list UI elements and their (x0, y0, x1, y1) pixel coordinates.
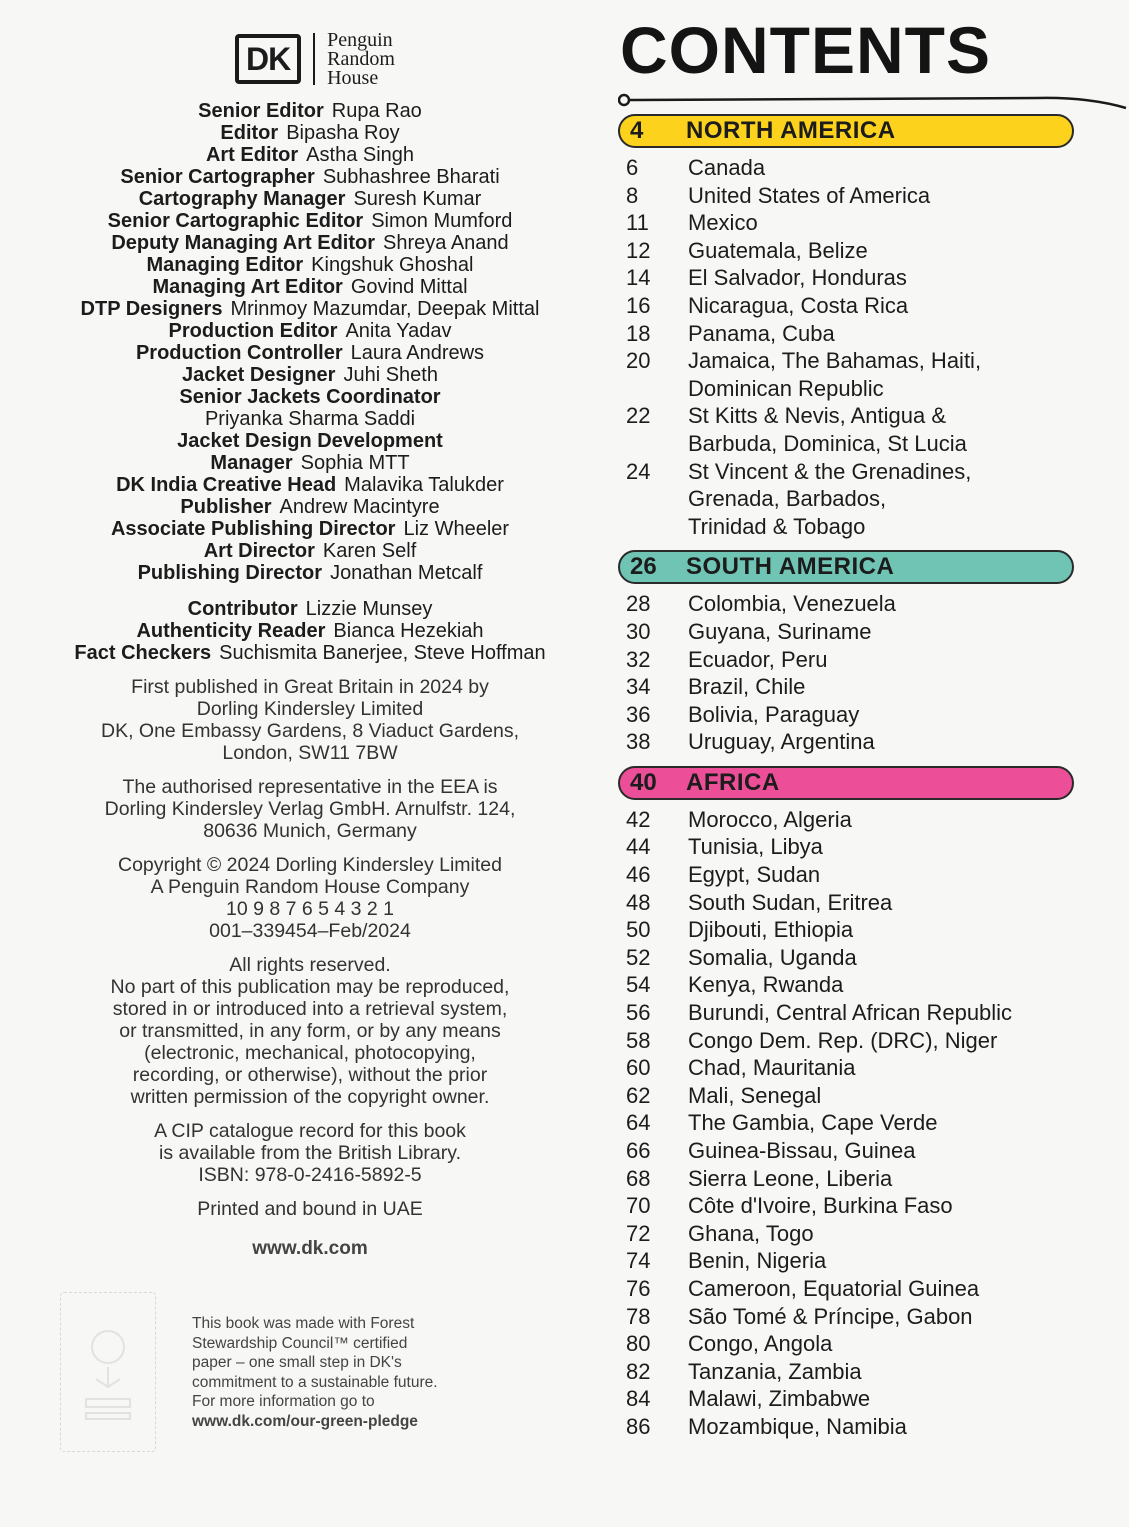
fsc-line: For more information go to (192, 1393, 375, 1410)
section-entries (618, 154, 1118, 540)
credit-line (40, 518, 580, 540)
credit-line (40, 232, 580, 254)
toc-entry[interactable] (618, 264, 1118, 292)
entry-page-number: 72 (626, 1220, 651, 1246)
credit-line (40, 408, 580, 430)
entry-page-number: 28 (626, 591, 651, 617)
credit-line (40, 210, 580, 232)
contents-column (618, 14, 1118, 1451)
credit-role: Senior Cartographic Editor (107, 210, 364, 232)
entry-page-number: 20 (626, 348, 651, 374)
entry-title: Djibouti, Ethiopia (688, 917, 854, 943)
entry-page-number: 38 (626, 729, 651, 755)
entry-title: Tanzania, Zambia (688, 1358, 862, 1384)
entry-title: Uruguay, Argentina (688, 729, 875, 755)
credit-role: DTP Designers (80, 298, 223, 320)
entry-title: Guinea-Bissau, Guinea (688, 1138, 916, 1163)
imprint-blocks (40, 676, 580, 1220)
imprint-line: DK, One Embassy Gardens, 8 Viaduct Gardens, (100, 720, 519, 742)
entry-page-number: 82 (626, 1358, 651, 1384)
entry-page-number: 56 (626, 1000, 651, 1026)
entry-page-number: 12 (626, 237, 651, 263)
toc-entry[interactable] (618, 618, 1118, 646)
toc-entry[interactable] (618, 458, 1118, 541)
credit-role: Deputy Managing Art Editor (111, 232, 376, 254)
toc-entry[interactable] (618, 292, 1118, 320)
credit-role: Contributor (187, 598, 298, 620)
toc-entry[interactable] (618, 1082, 1118, 1110)
imprint-line: 001–339454–Feb/2024 (209, 920, 411, 942)
entry-page-number: 34 (626, 674, 651, 700)
credit-role: Fact Checkers (74, 642, 212, 664)
entry-title: Ghana, Togo (688, 1220, 814, 1246)
entry-title: Cameroon, Equatorial Guinea (688, 1275, 980, 1301)
logo-divider (313, 33, 315, 85)
entry-page-number: 66 (626, 1138, 651, 1163)
toc-entry[interactable] (618, 1165, 1118, 1193)
entry-title: Guatemala, Belize (688, 237, 868, 263)
entry-title: Ecuador, Peru (688, 646, 828, 672)
imprint-line: written permission of the copyright owner. (130, 1086, 490, 1108)
entry-title: Congo, Angola (688, 1331, 833, 1357)
imprint-line: A Penguin Random House Company (150, 876, 470, 898)
credit-role: Art Editor (205, 144, 299, 166)
entry-title: Mali, Senegal (688, 1082, 822, 1108)
section-entries (618, 806, 1118, 1441)
credit-line (40, 166, 580, 188)
credit-role: Art Director (203, 540, 315, 562)
credit-name: Karen Self (322, 540, 417, 562)
credit-line (40, 144, 580, 166)
fsc-line: Stewardship Council™ certified (192, 1334, 408, 1352)
toc-entry[interactable] (618, 673, 1118, 701)
imprint-line: stored in or introduced into a retrieval system, (112, 998, 508, 1020)
credit-name: Rupa Rao (331, 100, 422, 122)
entry-page-number: 60 (626, 1055, 651, 1081)
credit-role: Senior Editor (198, 100, 324, 122)
credit-line (40, 298, 580, 320)
fsc-text (192, 1314, 512, 1431)
toc-entry[interactable] (618, 1109, 1118, 1137)
entry-page-number: 86 (626, 1413, 651, 1439)
entry-page-number: 80 (626, 1331, 651, 1357)
imprint-line: Random (327, 47, 395, 70)
credit-role: Editor (220, 122, 279, 144)
credit-name: Subhashree Bharati (322, 166, 500, 188)
entry-title: São Tomé & Príncipe, Gabon (688, 1303, 973, 1329)
toc-entry[interactable] (618, 590, 1118, 618)
entry-title: Mexico (688, 210, 758, 236)
entry-title: Sierra Leone, Liberia (688, 1165, 893, 1191)
credit-role: Senior Cartographer (120, 166, 315, 188)
credit-line (40, 474, 580, 496)
publisher-logo (50, 28, 580, 90)
credit-name: Mrinmoy Mazumdar, Deepak Mittal (230, 298, 540, 320)
imprint-paragraph (40, 676, 580, 764)
toc-entry[interactable] (618, 1054, 1118, 1082)
toc-entry[interactable] (618, 1358, 1118, 1386)
credit-role: Publishing Director (137, 562, 323, 584)
toc-entry[interactable] (618, 833, 1118, 861)
credit-line (40, 562, 580, 584)
toc-entry[interactable] (618, 1192, 1118, 1220)
imprint-line: London, SW11 7BW (222, 742, 398, 764)
credit-line (40, 254, 580, 276)
entry-title: St Kitts & Nevis, Antigua & Barbuda, Dominica, St Lucia (688, 403, 967, 456)
entry-title: Panama, Cuba (688, 320, 835, 346)
section-header[interactable] (618, 550, 1074, 584)
imprint-line: House (327, 66, 379, 89)
credit-line (40, 342, 580, 364)
entry-page-number: 32 (626, 646, 651, 672)
entry-title: Canada (688, 155, 766, 180)
fsc-line: This book was made with Forest (192, 1315, 415, 1332)
entry-page-number: 76 (626, 1275, 651, 1301)
entry-title: Bolivia, Paraguay (688, 701, 860, 727)
entry-title: Côte d'Ivoire, Burkina Faso (688, 1193, 953, 1219)
imprint-paragraph (40, 776, 580, 842)
toc-entry[interactable] (618, 971, 1118, 999)
section-page-number: 26 (630, 553, 657, 581)
credit-line (40, 364, 580, 386)
entry-title: St Vincent & the Grenadines, Grenada, Barbados, Trinidad & Tobago (688, 458, 972, 539)
entry-title: Nicaragua, Costa Rica (688, 292, 909, 318)
imprint-paragraph (40, 1198, 580, 1220)
credit-line (40, 320, 580, 342)
credit-role: Authenticity Reader (136, 620, 326, 642)
toc-entry[interactable] (618, 154, 1118, 182)
entry-title: The Gambia, Cape Verde (688, 1110, 938, 1136)
imprint-line: Penguin (327, 28, 393, 51)
entry-page-number: 68 (626, 1165, 651, 1191)
entry-page-number: 54 (626, 972, 651, 998)
credit-name: Suresh Kumar (353, 188, 482, 210)
toc-entry[interactable] (618, 1027, 1118, 1055)
toc-entry[interactable] (618, 1413, 1118, 1441)
entry-title: Mozambique, Namibia (688, 1413, 907, 1439)
credit-name: Laura Andrews (350, 342, 485, 364)
entry-page-number: 18 (626, 320, 651, 346)
website-link[interactable]: www.dk.com (252, 1238, 368, 1259)
credit-role: Jacket Designer (182, 364, 336, 386)
entry-title: Colombia, Venezuela (688, 591, 896, 617)
imprint-line: is available from the British Library. (158, 1142, 461, 1164)
credit-line (40, 276, 580, 298)
credit-line (40, 598, 580, 620)
entry-page-number: 11 (626, 210, 649, 236)
toc-entry[interactable] (618, 237, 1118, 265)
entry-title: Guyana, Suriname (688, 618, 872, 644)
entry-title: Burundi, Central African Republic (688, 1000, 1013, 1026)
credit-role: Managing Art Editor (152, 276, 343, 298)
contributors-list (40, 598, 580, 664)
imprint-line: All rights reserved. (229, 954, 391, 976)
credit-name: Lizzie Munsey (305, 598, 433, 620)
toc-entry[interactable] (618, 1385, 1118, 1413)
toc-entry[interactable] (618, 806, 1118, 834)
entry-title: El Salvador, Honduras (688, 265, 907, 291)
entry-page-number: 50 (626, 917, 651, 943)
entry-title: Egypt, Sudan (688, 862, 821, 888)
imprint-line: First published in Great Britain in 2024 by (131, 676, 489, 698)
section-page-number: 40 (630, 768, 657, 796)
credit-line (40, 642, 580, 664)
contents-title: CONTENTS (620, 13, 991, 87)
credit-name: Suchismita Banerjee, Steve Hoffman (219, 642, 546, 664)
entry-page-number: 42 (626, 806, 651, 832)
table-of-contents (618, 114, 1118, 1441)
credit-line (40, 620, 580, 642)
imprint-line: The authorised representative in the EEA is (122, 776, 498, 798)
toc-entry[interactable] (618, 1275, 1118, 1303)
toc-entry[interactable] (618, 1137, 1118, 1165)
entry-title: United States of America (688, 182, 931, 208)
entry-page-number: 6 (626, 155, 639, 180)
toc-entry[interactable] (618, 402, 1118, 457)
credit-line (40, 540, 580, 562)
dk-logo: DK (235, 34, 301, 84)
entry-page-number: 46 (626, 862, 651, 888)
credit-role: Jacket Design Development (177, 430, 443, 452)
section-label: SOUTH AMERICA (686, 553, 895, 581)
toc-entry[interactable] (618, 861, 1118, 889)
entry-title: Somalia, Uganda (688, 944, 857, 970)
entry-page-number: 16 (626, 292, 651, 318)
credit-name: Kingshuk Ghoshal (311, 254, 474, 276)
entry-title: Tunisia, Libya (688, 834, 823, 860)
toc-entry[interactable] (618, 701, 1118, 729)
entry-page-number: 8 (626, 182, 639, 208)
section-label: AFRICA (686, 768, 780, 796)
entry-title: Congo Dem. Rep. (DRC), Niger (688, 1027, 998, 1053)
fsc-line: commitment to a sustainable future. (192, 1373, 438, 1391)
toc-entry[interactable] (618, 209, 1118, 237)
fsc-notice (60, 1292, 530, 1452)
entry-page-number: 44 (626, 834, 651, 860)
section-label: NORTH AMERICA (686, 117, 896, 144)
toc-entry[interactable] (618, 1220, 1118, 1248)
title-underline (618, 86, 1118, 114)
credit-name: Juhi Sheth (343, 364, 438, 386)
credit-name: Jonathan Metcalf (330, 562, 483, 584)
section-page-number: 4 (630, 117, 644, 144)
credit-role: Manager (210, 452, 293, 474)
credit-role: Managing Editor (146, 254, 304, 276)
imprint-paragraph (40, 954, 580, 1108)
imprint-line: ISBN: 978-0-2416-5892-5 (198, 1164, 422, 1186)
entry-title: Benin, Nigeria (688, 1248, 827, 1274)
credit-role: DK India Creative Head (116, 474, 337, 496)
entry-title: Kenya, Rwanda (688, 972, 844, 998)
credit-line (40, 386, 580, 408)
credit-name: Liz Wheeler (403, 518, 510, 540)
entry-title: South Sudan, Eritrea (688, 889, 893, 915)
credit-line (40, 122, 580, 144)
toc-entry[interactable] (618, 728, 1118, 756)
toc-entry[interactable] (618, 916, 1118, 944)
imprint-line: Copyright © 2024 Dorling Kindersley Limited (118, 854, 502, 876)
toc-entry[interactable] (618, 1303, 1118, 1331)
credit-name: Astha Singh (306, 144, 415, 166)
toc-entry[interactable] (618, 347, 1118, 402)
toc-entry[interactable] (618, 320, 1118, 348)
imprint-paragraph (40, 1120, 580, 1186)
credits-list (40, 100, 580, 584)
imprint-column (40, 28, 580, 1260)
credit-name: Simon Mumford (371, 210, 513, 232)
credit-line (40, 430, 580, 452)
credit-name: Priyanka Sharma Saddi (204, 408, 416, 430)
credit-name: Govind Mittal (350, 276, 468, 298)
entry-page-number: 70 (626, 1193, 651, 1219)
credit-role: Production Controller (135, 342, 343, 364)
fsc-line: paper – one small step in DK's (192, 1354, 402, 1371)
entry-page-number: 22 (626, 403, 651, 429)
credit-line (40, 496, 580, 518)
credit-line (40, 100, 580, 122)
toc-entry[interactable] (618, 944, 1118, 972)
fsc-logo-icon (60, 1292, 156, 1452)
imprint-line: or transmitted, in any form, or by any means (119, 1020, 501, 1042)
credit-name: Bipasha Roy (286, 122, 400, 144)
entry-title: Jamaica, The Bahamas, Haiti, Dominican Republic (688, 348, 982, 401)
entry-title: Morocco, Algeria (688, 806, 852, 832)
credit-line (40, 452, 580, 474)
credit-role: Senior Jackets Coordinator (179, 386, 441, 408)
credit-role: Cartography Manager (138, 188, 346, 210)
credit-role: Associate Publishing Director (110, 518, 396, 540)
imprint-line: Dorling Kindersley Limited (196, 698, 424, 720)
entry-title: Chad, Mauritania (688, 1055, 856, 1081)
entry-page-number: 84 (626, 1386, 651, 1412)
imprint-line: (electronic, mechanical, photocopying, (144, 1042, 476, 1064)
entry-title: Malawi, Zimbabwe (688, 1386, 871, 1412)
section-entries (618, 590, 1118, 756)
penguin-random-house-wordmark (327, 28, 395, 89)
imprint-line: 80636 Munich, Germany (203, 820, 417, 842)
toc-entry[interactable] (618, 1330, 1118, 1358)
credit-name: Anita Yadav (345, 320, 452, 342)
imprint-line: Printed and bound in UAE (197, 1198, 423, 1220)
entry-page-number: 74 (626, 1248, 651, 1274)
imprint-line: No part of this publication may be reproduced, (110, 976, 510, 998)
credit-line (40, 188, 580, 210)
section-header[interactable] (618, 114, 1074, 148)
credit-role: Publisher (180, 496, 272, 518)
imprint-line: A CIP catalogue record for this book (154, 1120, 466, 1142)
toc-entry[interactable] (618, 889, 1118, 917)
credit-name: Sophia MTT (300, 452, 410, 474)
credit-name: Shreya Anand (383, 232, 509, 254)
entry-page-number: 24 (626, 458, 651, 484)
green-pledge-link[interactable]: www.dk.com/our-green-pledge (192, 1412, 418, 1430)
entry-title: Brazil, Chile (688, 674, 806, 700)
section-header[interactable] (618, 766, 1074, 800)
imprint-paragraph (40, 854, 580, 942)
credit-role: Production Editor (168, 320, 338, 342)
credit-name: Andrew Macintyre (279, 496, 440, 518)
entry-page-number: 62 (626, 1082, 651, 1108)
imprint-line: 10 9 8 7 6 5 4 3 2 1 (225, 898, 395, 920)
credit-name: Malavika Talukder (344, 474, 504, 496)
credit-name: Bianca Hezekiah (333, 620, 484, 642)
entry-page-number: 78 (626, 1303, 651, 1329)
toc-entry[interactable] (618, 182, 1118, 210)
entry-page-number: 64 (626, 1110, 651, 1136)
imprint-line: recording, or otherwise), without the prior (132, 1064, 488, 1086)
entry-page-number: 14 (626, 265, 651, 291)
entry-page-number: 30 (626, 618, 651, 644)
entry-page-number: 36 (626, 701, 651, 727)
entry-page-number: 52 (626, 944, 651, 970)
toc-entry[interactable] (618, 999, 1118, 1027)
toc-entry[interactable] (618, 1247, 1118, 1275)
entry-page-number: 58 (626, 1027, 651, 1053)
imprint-line: Dorling Kindersley Verlag GmbH. Arnulfstr. 124, (104, 798, 516, 820)
entry-page-number: 48 (626, 889, 651, 915)
toc-entry[interactable] (618, 646, 1118, 674)
